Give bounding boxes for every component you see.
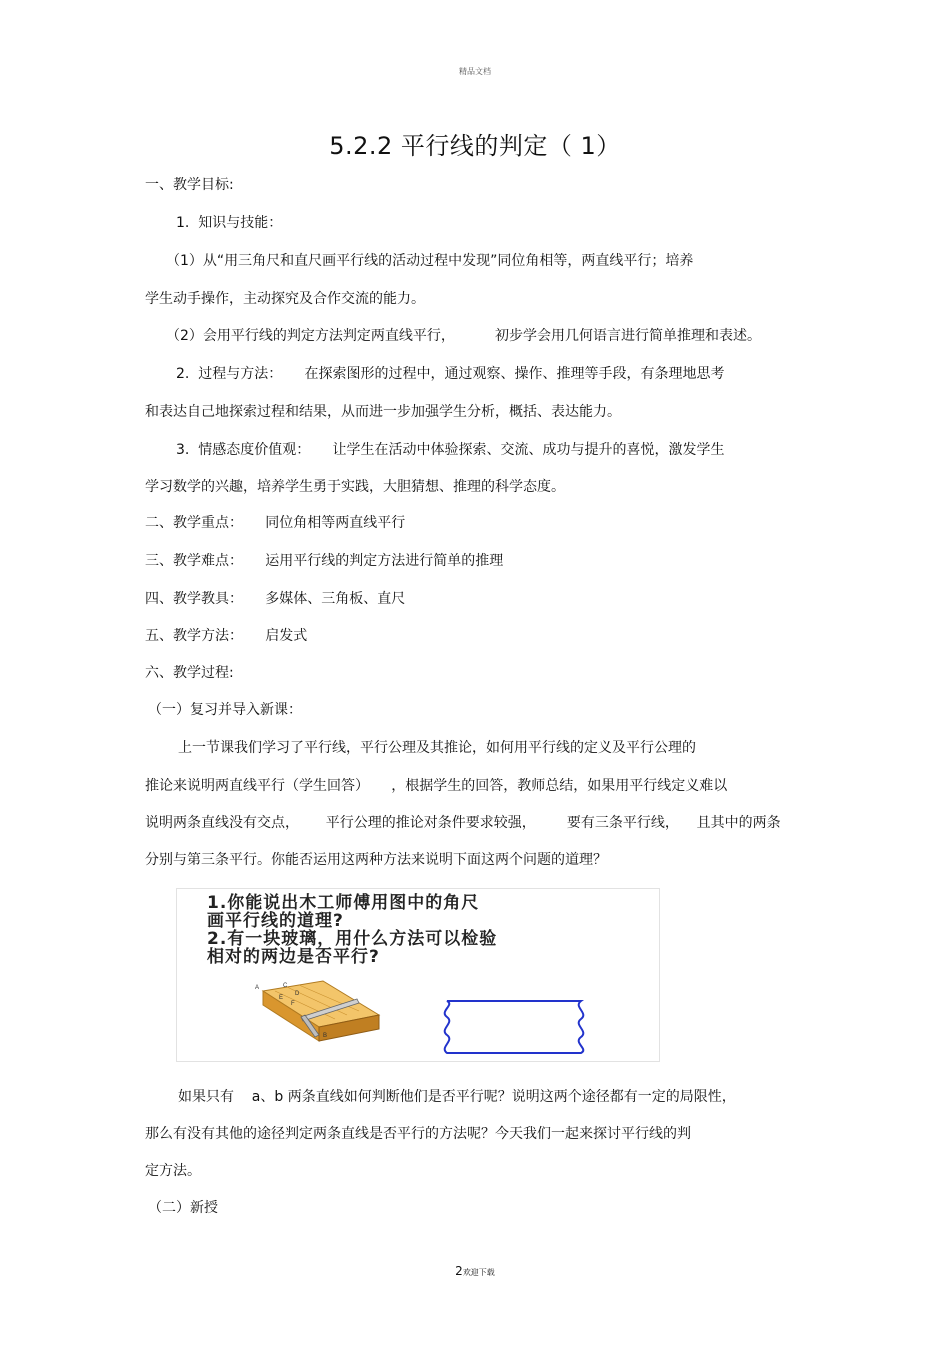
body-line: 推论来说明两直线平行（学生回答） ，根据学生的回答，教师总结，如果用平行线定义难以 (145, 778, 728, 794)
body-line: （一）复习并导入新课： (148, 702, 302, 718)
page-header: 精品文档 (459, 67, 491, 76)
page-title: 5.2.2 平行线的判定（ 1） (329, 132, 621, 160)
illustration-figure (176, 888, 660, 1062)
body-line: （1）从“用三角尺和直尺画平行线的活动过程中发现”同位角相等，两直线平行；培养 (166, 253, 694, 269)
body-line: 2. 过程与方法： 在探索图形的过程中，通过观察、操作、推理等手段，有条理地思考 (176, 366, 725, 382)
body-line: 二、教学重点： 同位角相等两直线平行 (145, 515, 406, 531)
body-line: 定方法。 (145, 1163, 201, 1179)
body-line: 三、教学难点： 运用平行线的判定方法进行简单的推理 (145, 553, 504, 569)
body-line: 分别与第三条平行。你能否运用这两种方法来说明下面这两个问题的道理？ (145, 852, 607, 868)
figure-label-c: C (283, 983, 288, 989)
figure-label-f: F (291, 1001, 295, 1007)
body-line: 六、教学过程: (145, 665, 234, 681)
figure-label-e: E (279, 995, 284, 1001)
body-line: 学习数学的兴趣，培养学生勇于实践，大胆猜想、推理的科学态度。 (145, 479, 565, 495)
figure-question-1-line-2: 画平行线的道理? (207, 911, 344, 931)
body-line: 1. 知识与技能： (176, 215, 283, 231)
body-line: 如果只有 a、b 两条直线如何判断他们是否平行呢？说明这两个途径都有一定的局限性， (178, 1089, 736, 1105)
body-line: 说明两条直线没有交点， 平行公理的推论对条件要求较强， 要有三条平行线， 且其中的两条 (145, 815, 781, 831)
figure-question-1-line-1: 1.你能说出木工师傅用图中的角尺 (207, 893, 480, 913)
body-line: 3. 情感态度价值观： 让学生在活动中体验探索、交流、成功与提升的喜悦，激发学生 (176, 442, 725, 458)
figure-question-2-line-2: 相对的两边是否平行? (207, 947, 380, 967)
figure-question-2-line-1: 2.有一块玻璃，用什么方法可以检验 (207, 929, 498, 949)
body-line: 那么有没有其他的途径判定两条直线是否平行的方法呢？今天我们一起来探讨平行线的判 (145, 1126, 691, 1142)
figure-label-a: A (255, 985, 260, 991)
body-line: 一、教学目标: (145, 177, 234, 193)
glass-pane-icon (433, 995, 603, 1057)
body-line: 四、教学教具： 多媒体、三角板、直尺 (145, 591, 406, 607)
page-number: 2 (455, 1264, 463, 1278)
body-line: （2）会用平行线的判定方法判定两直线平行， 初步学会用几何语言进行简单推理和表述。 (166, 328, 761, 344)
body-line: 五、教学方法： 启发式 (145, 628, 308, 644)
body-line: 学生动手操作，主动探究及合作交流的能力。 (145, 291, 425, 307)
page-footer (0, 1260, 950, 1279)
footer-text: 欢迎下载 (462, 1268, 495, 1277)
carpenter-square-icon (253, 979, 393, 1059)
body-line: 和表达自己地探索过程和结果，从而进一步加强学生分析，概括、表达能力。 (145, 404, 621, 420)
body-line: 上一节课我们学习了平行线，平行公理及其推论，如何用平行线的定义及平行公理的 (178, 740, 696, 756)
body-line: （二）新授 (148, 1200, 218, 1216)
figure-label-d: D (295, 991, 300, 997)
figure-label-b: B (323, 1033, 328, 1039)
